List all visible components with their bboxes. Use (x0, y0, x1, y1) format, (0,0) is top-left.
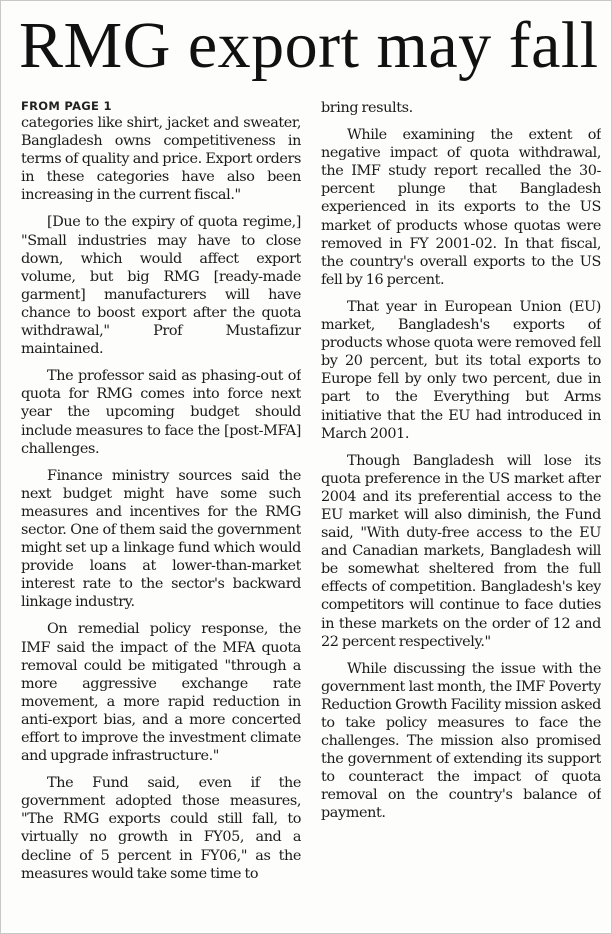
headline: RMG export may fall (19, 9, 599, 82)
paragraph: On remedial policy response, the IMF said the impact of the MFA quota removal could be mitigated "through a more aggressive exchange rate movement, a more rapid reduction in anti-export bias, and a more concerted effort to improve the investment climate and upgrade infrastructure." (21, 621, 301, 765)
left-column (21, 99, 301, 929)
paragraph: While examining the extent of negative impact of quota withdrawal, the IMF study report recalled the 30-percent plunge that Bangladesh experienced in its exports to the US market of products whose quotas were removed in FY 2001-02. In that fiscal, the country's overall exports to the US fell by 16 percent. (321, 127, 601, 288)
paragraph: bring results. (321, 100, 413, 116)
paragraph: Finance ministry sources said the next budget might have some such measures and incentives for the RMG sector. One of them said the government might set up a linkage fund which would provide loans at lower-than-market interest rate to the sector's backward linkage industry. (21, 467, 301, 611)
paragraph: categories like shirt, jacket and sweater, Bangladesh owns competitiveness in terms of quality and price. Export orders in these categories have also been increasing in the current fiscal." (21, 115, 301, 204)
paragraph: That year in European Union (EU) market, Bangladesh's exports of products whose quota were removed fell by 20 percent, but its total exports to Europe fell by only two percent, due in part to the Everything but Arms initiative that the EU had introduced in March 2001. (321, 298, 601, 442)
paragraph: The professor said as phasing-out of quota for RMG comes into force next year the upcoming budget should include measures to face the [post-MFA] challenges. (21, 368, 301, 457)
right-column (321, 99, 601, 929)
paragraph: The Fund said, even if the government adopted those measures, "The RMG exports could still fall, to virtually no growth in FY05, and a decline of 5 percent in FY06," as the measures would take some time to (21, 775, 301, 882)
continuation-kicker: FROM PAGE 1 (21, 99, 112, 113)
paragraph: [Due to the expiry of quota regime,] "Small industries may have to close down, which would affect export volume, but big RMG [ready-made garment] manufacturers will have chance to boost export after the quota withdrawal," Prof Mustafizur maintained. (21, 214, 301, 358)
article-body (21, 99, 601, 929)
paragraph: Though Bangladesh will lose its quota preference in the US market after 2004 and its preferential access to the EU market will also diminish, the Fund said, "With duty-free access to the EU and Canadian markets, Bangladesh will be somewhat sheltered from the full effects of competition. Bangladesh's key competitors will continue to face duties in these markets on the order of 12 and 22 percent respectively." (321, 452, 601, 650)
paragraph: While discussing the issue with the government last month, the IMF Poverty Reduction Growth Facility mission asked to take policy measures to face the challenges. The mission also promised the government of extending its support to counteract the impact of quota removal on the country's balance of payment. (321, 660, 601, 822)
